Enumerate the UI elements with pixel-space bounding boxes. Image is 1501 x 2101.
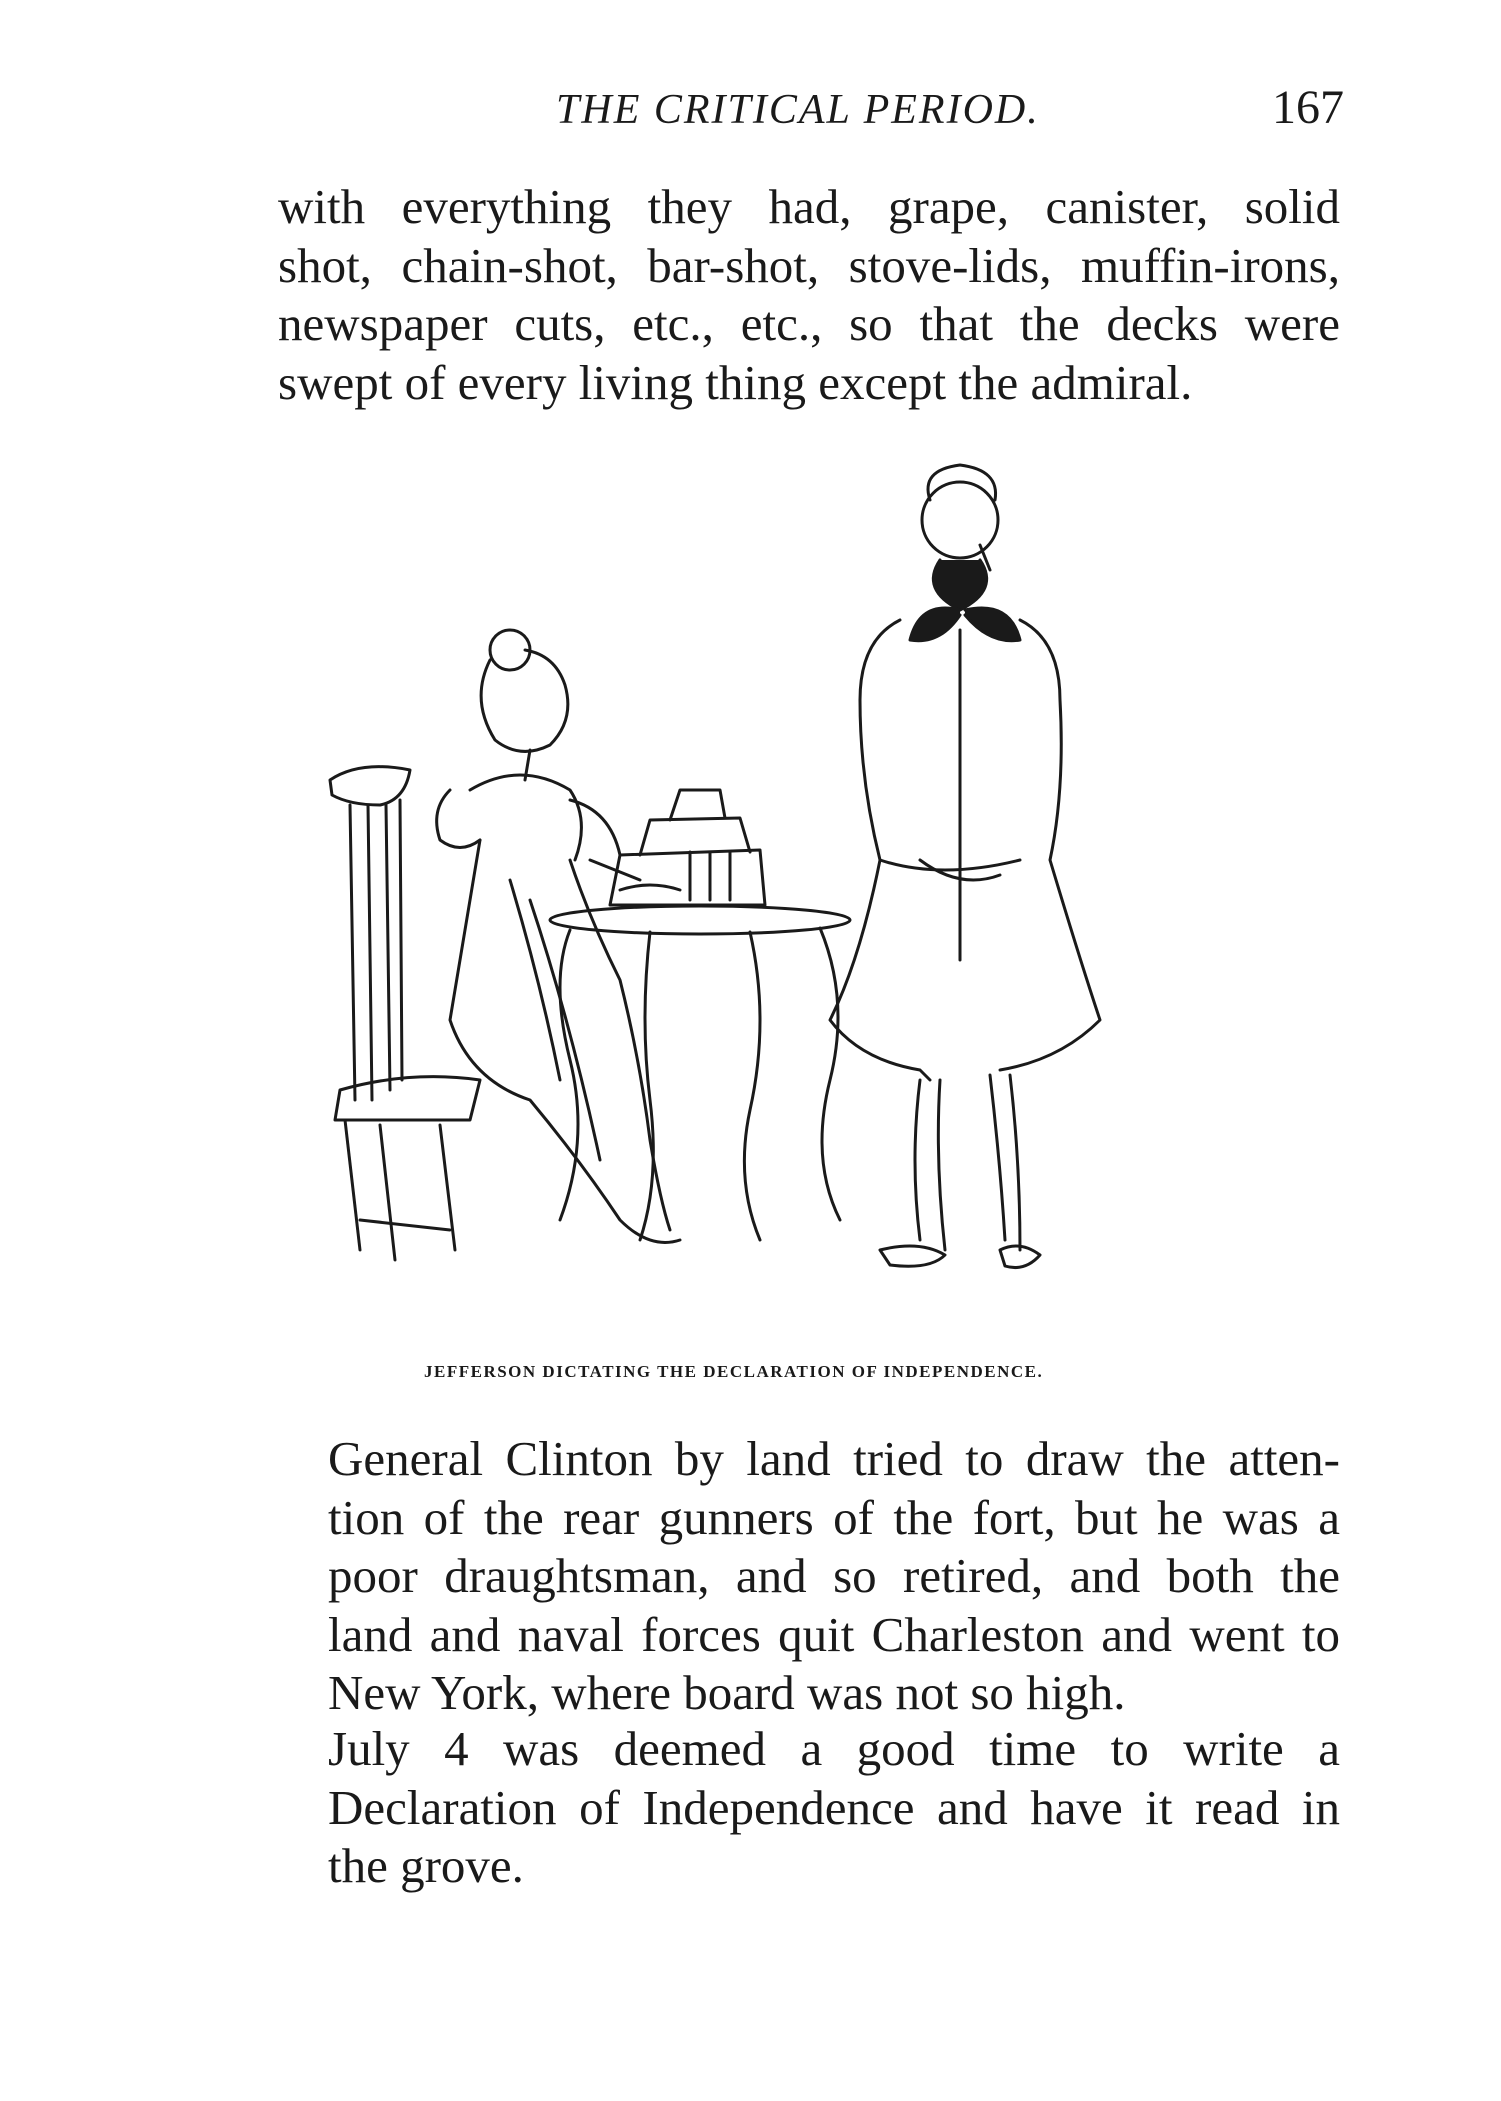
paragraph-line: New York, where board was not so high. <box>328 1665 1126 1720</box>
paragraph-line: General Clinton by land tried to draw the atten- <box>328 1431 1340 1486</box>
paragraph-line: Declaration of Independence and have it read in <box>328 1779 1340 1835</box>
paragraph-3 <box>278 1720 1340 1896</box>
paragraph-line: July 4 was deemed a good time to write a <box>328 1721 1340 1776</box>
running-title: THE CRITICAL PERIOD. <box>556 87 1040 133</box>
paragraph-1 <box>278 178 1340 412</box>
illustration-jefferson-dictating <box>320 460 1240 1340</box>
paragraph-line: the grove. <box>328 1838 524 1893</box>
chair-drawing <box>330 767 480 1260</box>
illustration-caption: JEFFERSON DICTATING THE DECLARATION OF INDEPENDENCE. <box>424 1362 1044 1381</box>
paragraph-line: newspaper cuts, etc., etc., so that the decks were <box>278 296 1340 351</box>
paragraph-line: tion of the rear gunners of the fort, but he was a <box>328 1489 1340 1545</box>
paragraph-line: land and naval forces quit Charleston and went to <box>328 1606 1340 1662</box>
man-drawing <box>830 465 1100 1268</box>
paragraph-line: swept of every living thing except the admiral. <box>278 354 1193 410</box>
paragraph-line: with everything they had, grape, canister, solid <box>278 179 1340 234</box>
woman-drawing <box>437 630 680 1243</box>
table-drawing <box>550 790 850 1240</box>
page-number: 167 <box>1272 81 1344 134</box>
paragraph-line: poor draughtsman, and so retired, and both the <box>328 1548 1340 1603</box>
paragraph-2 <box>278 1430 1340 1723</box>
paragraph-line: shot, chain-shot, bar-shot, stove-lids, muffin-irons, <box>278 237 1340 293</box>
